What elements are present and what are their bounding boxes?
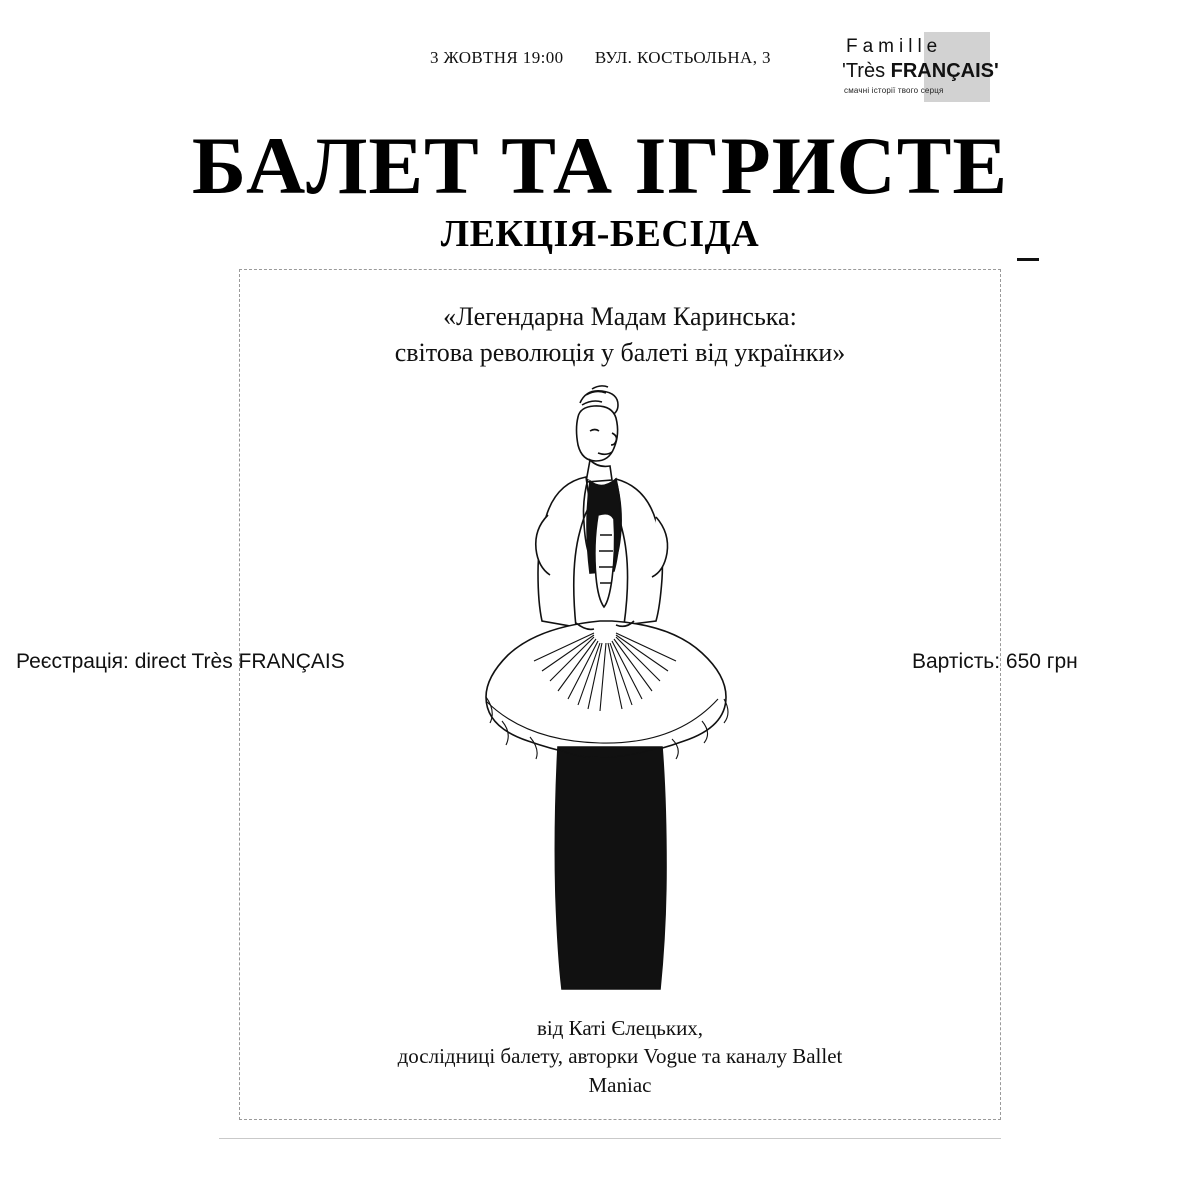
logo-tres-prefix: 'Très	[842, 60, 891, 82]
poster-topbar	[0, 36, 1200, 110]
dash-mark-decoration	[1017, 258, 1039, 261]
credit-line-3: Maniac	[588, 1072, 652, 1097]
poster-subheadline: ЛЕКЦІЯ-БЕСІДА	[440, 213, 760, 255]
logo-tagline: смачні історії твого серця	[844, 86, 944, 95]
brand-logo	[836, 30, 999, 120]
lecture-title-line-2: світова революція у балеті від українки»	[394, 337, 846, 367]
event-meta	[430, 48, 771, 68]
speaker-credit	[240, 1014, 1000, 1099]
lecture-title	[240, 299, 1000, 371]
poster-headline: БАЛЕТ ТА ІГРИСТЕ	[191, 120, 1009, 211]
logo-tres-francais-text	[842, 60, 999, 83]
credit-line-2: дослідниці балету, авторки Vogue та каналу Ballet	[397, 1044, 843, 1069]
event-address: ВУЛ. КОСТЬОЛЬНА, 3	[594, 48, 771, 67]
lecture-title-line-1: «Легендарна Мадам Каринська:	[443, 302, 797, 331]
credit-line-1: від Каті Єлецьких,	[536, 1016, 704, 1040]
logo-famille-text: Famille	[846, 36, 943, 57]
frame-underline	[219, 1138, 1001, 1139]
ballerina-in-tutu-illustration	[430, 365, 760, 1015]
event-datetime: 3 ЖОВТНЯ 19:00	[430, 48, 564, 67]
price-note: Вартість: 650 грн	[912, 650, 1078, 673]
logo-francais-accent: FRANÇAIS'	[890, 60, 999, 82]
registration-note: Реєстрація: direct Très FRANÇAIS	[16, 650, 345, 673]
